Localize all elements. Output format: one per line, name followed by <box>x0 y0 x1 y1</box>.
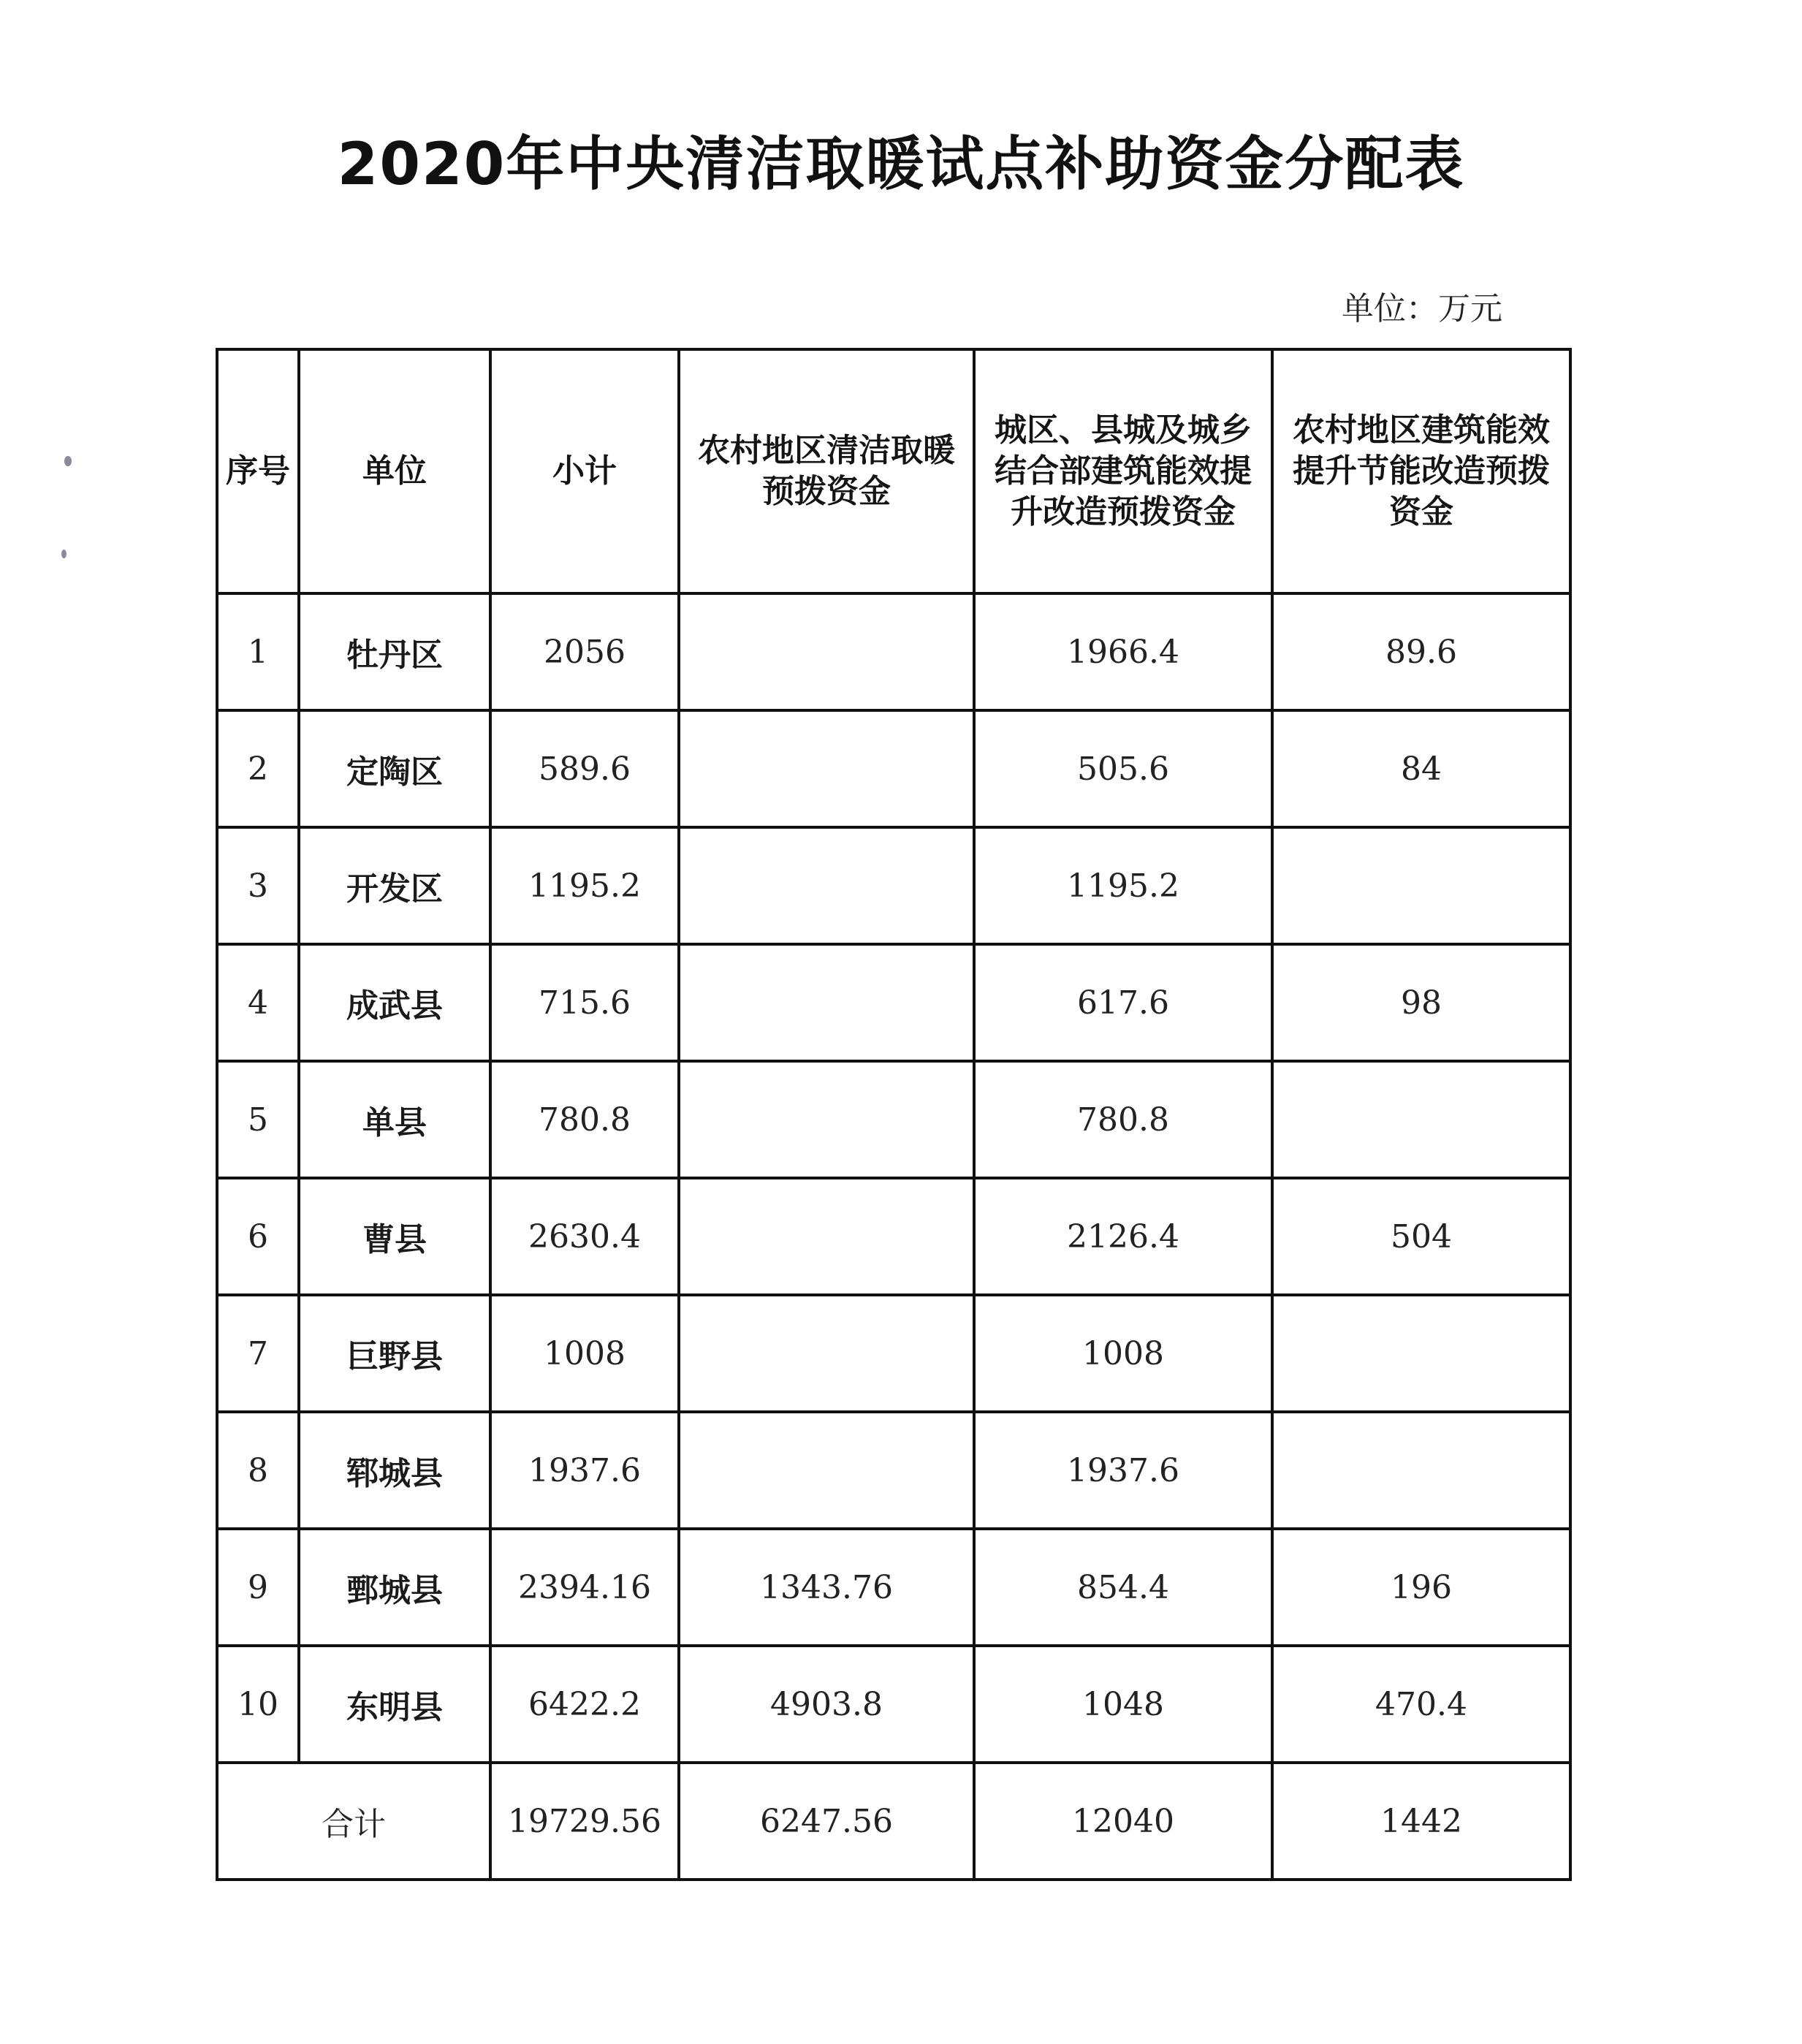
cell-index: 4 <box>217 944 299 1061</box>
cell-rural-efficiency <box>1272 1412 1570 1529</box>
cell-rural-efficiency: 504 <box>1272 1178 1570 1295</box>
table-row <box>217 1295 1570 1412</box>
cell-subtotal: 780.8 <box>490 1061 679 1178</box>
scan-speck <box>64 456 72 466</box>
header-rural-efficiency: 农村地区建筑能效提升节能改造预拨资金 <box>1272 349 1570 593</box>
cell-rural-heating <box>679 1061 974 1178</box>
cell-urban-efficiency: 1937.6 <box>974 1412 1272 1529</box>
total-rural-efficiency: 1442 <box>1272 1763 1570 1880</box>
cell-index: 3 <box>217 827 299 944</box>
scan-speck <box>61 550 66 558</box>
allocation-table <box>216 348 1572 1881</box>
cell-subtotal: 2056 <box>490 593 679 710</box>
unit-note: 单位：万元 <box>1342 290 1502 327</box>
cell-unit: 鄄城县 <box>299 1529 490 1646</box>
cell-index: 10 <box>217 1646 299 1763</box>
table-row <box>217 1412 1570 1529</box>
cell-index: 1 <box>217 593 299 710</box>
cell-subtotal: 6422.2 <box>490 1646 679 1763</box>
cell-subtotal: 1008 <box>490 1295 679 1412</box>
cell-unit: 成武县 <box>299 944 490 1061</box>
cell-subtotal: 1195.2 <box>490 827 679 944</box>
cell-rural-efficiency: 196 <box>1272 1529 1570 1646</box>
cell-rural-heating: 1343.76 <box>679 1529 974 1646</box>
table-total-row <box>217 1763 1570 1880</box>
cell-rural-heating <box>679 1178 974 1295</box>
cell-unit: 东明县 <box>299 1646 490 1763</box>
table-row <box>217 593 1570 710</box>
header-urban-efficiency: 城区、县城及城乡结合部建筑能效提升改造预拨资金 <box>974 349 1272 593</box>
page-title: 2020年中央清洁取暖试点补助资金分配表 <box>337 130 1465 198</box>
cell-subtotal: 589.6 <box>490 710 679 827</box>
cell-urban-efficiency: 780.8 <box>974 1061 1272 1178</box>
cell-unit: 曹县 <box>299 1178 490 1295</box>
total-subtotal: 19729.56 <box>490 1763 679 1880</box>
cell-urban-efficiency: 617.6 <box>974 944 1272 1061</box>
cell-urban-efficiency: 1966.4 <box>974 593 1272 710</box>
cell-urban-efficiency: 1195.2 <box>974 827 1272 944</box>
cell-rural-heating: 4903.8 <box>679 1646 974 1763</box>
table-row <box>217 710 1570 827</box>
cell-subtotal: 1937.6 <box>490 1412 679 1529</box>
cell-unit: 牡丹区 <box>299 593 490 710</box>
cell-rural-efficiency: 470.4 <box>1272 1646 1570 1763</box>
cell-rural-efficiency: 89.6 <box>1272 593 1570 710</box>
cell-index: 5 <box>217 1061 299 1178</box>
table-row <box>217 1529 1570 1646</box>
cell-rural-heating <box>679 1295 974 1412</box>
cell-unit: 单县 <box>299 1061 490 1178</box>
table-row <box>217 827 1570 944</box>
cell-rural-efficiency: 84 <box>1272 710 1570 827</box>
cell-rural-efficiency <box>1272 1061 1570 1178</box>
cell-urban-efficiency: 1008 <box>974 1295 1272 1412</box>
table-header-row <box>217 349 1570 593</box>
cell-unit: 定陶区 <box>299 710 490 827</box>
cell-rural-heating <box>679 710 974 827</box>
cell-subtotal: 2394.16 <box>490 1529 679 1646</box>
cell-rural-heating <box>679 944 974 1061</box>
cell-unit: 巨野县 <box>299 1295 490 1412</box>
total-urban-efficiency: 12040 <box>974 1763 1272 1880</box>
cell-index: 8 <box>217 1412 299 1529</box>
cell-subtotal: 2630.4 <box>490 1178 679 1295</box>
cell-index: 2 <box>217 710 299 827</box>
cell-urban-efficiency: 505.6 <box>974 710 1272 827</box>
cell-rural-heating <box>679 593 974 710</box>
cell-index: 6 <box>217 1178 299 1295</box>
cell-subtotal: 715.6 <box>490 944 679 1061</box>
header-rural-heating: 农村地区清洁取暖预拨资金 <box>679 349 974 593</box>
cell-rural-efficiency: 98 <box>1272 944 1570 1061</box>
cell-rural-efficiency <box>1272 1295 1570 1412</box>
cell-unit: 郓城县 <box>299 1412 490 1529</box>
cell-urban-efficiency: 854.4 <box>974 1529 1272 1646</box>
table-row <box>217 1646 1570 1763</box>
cell-unit: 开发区 <box>299 827 490 944</box>
total-rural-heating: 6247.56 <box>679 1763 974 1880</box>
header-index: 序号 <box>217 349 299 593</box>
table-row <box>217 944 1570 1061</box>
table-row <box>217 1061 1570 1178</box>
total-label: 合计 <box>217 1763 490 1880</box>
cell-urban-efficiency: 1048 <box>974 1646 1272 1763</box>
header-unit: 单位 <box>299 349 490 593</box>
cell-urban-efficiency: 2126.4 <box>974 1178 1272 1295</box>
cell-rural-heating <box>679 1412 974 1529</box>
header-subtotal: 小计 <box>490 349 679 593</box>
cell-index: 9 <box>217 1529 299 1646</box>
cell-index: 7 <box>217 1295 299 1412</box>
table-row <box>217 1178 1570 1295</box>
cell-rural-efficiency <box>1272 827 1570 944</box>
cell-rural-heating <box>679 827 974 944</box>
